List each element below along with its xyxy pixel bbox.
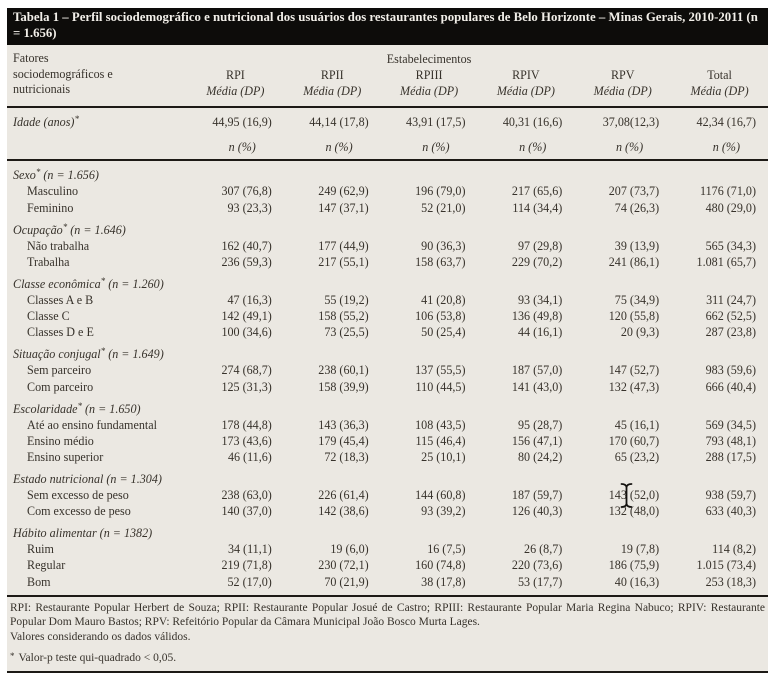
section-label-text: Estado nutricional <box>13 471 104 486</box>
value-cell: 44,95 (16,9) <box>212 115 272 130</box>
significance-asterisk: * <box>74 114 79 125</box>
value-cell: 236 (59,3) <box>221 254 272 269</box>
section-label-text: Classe econômica <box>13 276 101 291</box>
value-cell: 97 (29,8) <box>517 238 563 253</box>
value-cell: 569 (34,5) <box>705 417 756 432</box>
value-cell: 114 (8,2) <box>712 542 756 557</box>
value-cell: 90 (36,3) <box>421 238 466 253</box>
value-cell: 55 (19,2) <box>324 293 369 308</box>
value-cell: 186 (75,9) <box>608 558 660 573</box>
footnote-valid-values: Valores considerando os dados válidos. <box>10 630 191 643</box>
value-cell: 156 (47,1) <box>511 433 563 448</box>
value-cell: 147 (52,7) <box>608 363 660 378</box>
row-label: Feminino <box>27 200 74 215</box>
value-cell: 160 (74,8) <box>415 558 466 573</box>
subheader-media-dp: Média (DP) <box>671 83 768 107</box>
value-cell: 115 (46,4) <box>415 433 466 448</box>
value-cell: 173 (43,6) <box>221 433 272 448</box>
table-row <box>7 433 768 449</box>
table-row <box>7 238 768 254</box>
column-header-rpi: RPI <box>226 68 245 83</box>
column-header-total: Total <box>707 68 732 83</box>
value-cell: 158 (63,7) <box>415 254 466 269</box>
row-label-text: Idade (anos) <box>13 115 75 130</box>
value-cell: 95 (28,7) <box>517 417 563 432</box>
value-cell: 43,91 (17,5) <box>406 115 466 130</box>
significance-asterisk: * <box>100 275 106 286</box>
section-label <box>7 519 768 541</box>
footnote-chi-square-text: Valor-p teste qui-quadrado < 0,05. <box>18 652 177 665</box>
value-cell: 75 (34,9) <box>614 293 660 308</box>
section-header-row <box>7 216 768 238</box>
value-cell: 666 (40,4) <box>705 379 756 394</box>
value-cell: 40 (16,3) <box>614 574 660 589</box>
value-cell: 158 (39,9) <box>318 379 369 394</box>
value-cell: 26 (8,7) <box>524 542 563 557</box>
value-cell: 136 (49,8) <box>511 309 563 324</box>
column-header-rpii: RPII <box>320 68 344 83</box>
column-header-rpiii: RPIII <box>415 68 443 83</box>
n-percent-header: n (%) <box>381 130 478 160</box>
table-row <box>7 574 768 595</box>
value-cell: 229 (70,2) <box>511 254 563 269</box>
value-cell: 108 (43,5) <box>415 417 466 432</box>
value-cell: 140 (37,0) <box>221 504 272 519</box>
value-cell: 217 (55,1) <box>318 254 369 269</box>
table-row <box>7 200 768 216</box>
subheader-media-dp: Média (DP) <box>381 83 478 107</box>
section-label-text: Ocupação <box>13 222 63 237</box>
value-cell: 40,31 (16,6) <box>502 115 563 130</box>
table-row <box>7 541 768 557</box>
value-cell: 249 (62,9) <box>318 184 369 199</box>
column-group-spacer <box>671 45 768 67</box>
value-cell: 274 (68,7) <box>221 363 272 378</box>
significance-asterisk: * <box>77 400 82 411</box>
value-cell: 662 (52,5) <box>705 309 756 324</box>
value-cell: 44 (16,1) <box>517 325 563 340</box>
footnotes <box>7 595 768 673</box>
section-label <box>7 216 768 238</box>
row-idade <box>7 107 768 130</box>
column-header-rpiv: RPIV <box>512 68 540 83</box>
section-header-row <box>7 160 768 183</box>
section-n-count: (n = 1.650) <box>82 401 141 416</box>
row-label <box>7 107 187 130</box>
section-n-count: (n = 1.646) <box>67 222 126 237</box>
value-cell: 158 (55,2) <box>318 309 369 324</box>
section-n-count: (n = 1.304) <box>103 471 162 486</box>
section-label-text: Sexo <box>13 168 36 183</box>
factors-line: Fatores <box>13 51 49 66</box>
row-label: Classe C <box>27 309 70 324</box>
value-cell: 52 (17,0) <box>227 574 272 589</box>
n-percent-header: n (%) <box>284 130 381 160</box>
value-cell: 39 (13,9) <box>614 238 660 253</box>
row-label: Masculino <box>27 184 79 199</box>
table-title: Tabela 1 – Perfil sociodemográfico e nutricional dos usuários dos restaurantes populares de Belo Horizonte – Minas Gerais, 2010-2011 (n = 1.656) <box>7 8 768 45</box>
value-cell: 220 (73,6) <box>511 558 563 573</box>
table-row <box>7 417 768 433</box>
table-row <box>7 254 768 270</box>
value-cell: 170 (60,7) <box>608 433 660 448</box>
value-cell: 287 (23,8) <box>705 325 756 340</box>
value-cell: 50 (25,4) <box>421 325 466 340</box>
row-label: Sem excesso de peso <box>27 488 129 503</box>
row-label: Regular <box>27 558 66 573</box>
value-cell: 196 (79,0) <box>415 184 466 199</box>
value-cell: 311 (24,7) <box>706 293 756 308</box>
value-cell: 143 (36,3) <box>318 417 369 432</box>
value-cell: 73 (25,5) <box>324 325 369 340</box>
section-label <box>7 160 768 183</box>
n-percent-header: n (%) <box>671 130 768 160</box>
section-n-count: (n = 1.649) <box>105 347 164 362</box>
value-cell: 70 (21,9) <box>324 574 369 589</box>
value-cell: 142 (49,1) <box>221 309 272 324</box>
value-cell: 120 (55,8) <box>608 309 660 324</box>
value-cell: 19 (7,8) <box>620 542 660 557</box>
table-row <box>7 503 768 519</box>
footnote-abbreviations: RPI: Restaurante Popular Herbert de Souza; RPII: Restaurante Popular Josué de Castro; RPIII: Restaurante Popular Maria Regina Nabuco; RPIV: Restaurante Popular Dom Mauro Bastos; RPV: Refeitório Popular da Câmara Municipal João Bosco Murta Lages. <box>10 601 765 629</box>
value-cell: 1176 (71,0) <box>700 184 756 199</box>
value-cell: 72 (18,3) <box>324 449 369 464</box>
value-cell: 45 (16,1) <box>614 417 660 432</box>
value-cell: 1.081 (65,7) <box>696 254 756 269</box>
value-cell: 106 (53,8) <box>415 309 466 324</box>
asterisk-marker: * <box>10 651 15 662</box>
section-n-count: (n = 1.260) <box>105 276 164 291</box>
table-header <box>7 45 768 107</box>
column-header-rpv: RPV <box>610 68 635 83</box>
subheader-media-dp: Média (DP) <box>284 83 381 107</box>
value-cell: 114 (34,4) <box>512 200 563 215</box>
section-label <box>7 340 768 362</box>
value-cell: 93 (23,3) <box>227 200 272 215</box>
n-percent-header: n (%) <box>574 130 671 160</box>
value-cell: 230 (72,1) <box>318 558 369 573</box>
row-label: Até ao ensino fundamental <box>27 417 157 432</box>
value-cell: 65 (23,2) <box>614 449 660 464</box>
value-cell: 132 (47,3) <box>608 379 660 394</box>
table-body <box>7 107 768 594</box>
table-row <box>7 379 768 395</box>
section-n-count: (n = 1382) <box>96 526 153 541</box>
value-cell: 144 (60,8) <box>415 488 466 503</box>
section-header-row <box>7 340 768 362</box>
row-label: Ensino superior <box>27 449 104 464</box>
value-cell: 126 (40,3) <box>511 504 563 519</box>
value-cell: 177 (44,9) <box>318 238 369 253</box>
row-label <box>7 130 187 160</box>
section-label <box>7 395 768 417</box>
value-cell: 793 (48,1) <box>705 433 756 448</box>
table-row <box>7 324 768 340</box>
table-row <box>7 308 768 324</box>
value-cell: 162 (40,7) <box>221 238 272 253</box>
value-cell: 480 (29,0) <box>705 200 756 215</box>
row-label: Sem parceiro <box>27 363 92 378</box>
table-row <box>7 362 768 378</box>
value-cell: 187 (57,0) <box>511 363 563 378</box>
value-cell: 207 (73,7) <box>608 184 660 199</box>
value-cell: 983 (59,6) <box>705 363 756 378</box>
footnote-chi-square <box>10 649 765 666</box>
n-percent-header: n (%) <box>187 130 284 160</box>
table-row <box>7 487 768 503</box>
value-cell: 44,14 (17,8) <box>309 115 369 130</box>
value-cell: 178 (44,8) <box>221 417 272 432</box>
table-figure <box>7 8 768 673</box>
value-cell: 238 (60,1) <box>318 363 369 378</box>
table-row <box>7 183 768 199</box>
significance-asterisk: * <box>100 346 106 357</box>
row-label: Com excesso de peso <box>27 504 131 519</box>
value-cell: 16 (7,5) <box>427 542 466 557</box>
value-cell: 238 (63,0) <box>221 488 272 503</box>
value-cell: 93 (39,2) <box>421 504 466 519</box>
table-row <box>7 449 768 465</box>
section-label-text: Escolaridade <box>13 401 78 416</box>
value-cell: 41 (20,8) <box>421 293 466 308</box>
data-table <box>7 45 768 594</box>
value-cell: 53 (17,7) <box>517 574 563 589</box>
value-cell: 52 (21,0) <box>421 200 466 215</box>
value-cell: 143 (52,0) <box>574 487 671 503</box>
column-header-factors <box>7 45 187 107</box>
value-cell: 288 (17,5) <box>705 449 756 464</box>
value-cell: 46 (11,6) <box>227 449 272 464</box>
value-cell: 19 (6,0) <box>330 542 369 557</box>
subheader-media-dp: Média (DP) <box>477 83 574 107</box>
value-cell: 219 (71,8) <box>221 558 272 573</box>
section-header-row <box>7 465 768 487</box>
value-cell: 187 (59,7) <box>511 488 563 503</box>
significance-asterisk: * <box>62 221 68 232</box>
value-cell: 47 (16,3) <box>227 293 272 308</box>
value-cell: 125 (31,3) <box>221 379 272 394</box>
value-cell: 307 (76,8) <box>221 184 272 199</box>
value-cell: 38 (17,8) <box>421 574 466 589</box>
value-cell: 137 (55,5) <box>415 363 466 378</box>
row-n-percent <box>7 130 768 160</box>
value-cell: 179 (45,4) <box>318 433 369 448</box>
row-label: Não trabalha <box>27 238 90 253</box>
text-cursor-icon <box>620 482 633 509</box>
row-label: Com parceiro <box>27 379 94 394</box>
value-cell: 565 (34,3) <box>705 238 756 253</box>
n-percent-header: n (%) <box>477 130 574 160</box>
section-header-row <box>7 519 768 541</box>
row-label: Classes A e B <box>27 293 94 308</box>
table-area <box>7 45 768 673</box>
value-cell: 1.015 (73,4) <box>696 558 756 573</box>
subheader-media-dp: Média (DP) <box>187 83 284 107</box>
column-group-estabelecimentos: Estabelecimentos <box>386 52 472 67</box>
value-cell: 132 (48,0) <box>608 504 660 519</box>
section-n-count: (n = 1.656) <box>40 168 99 183</box>
section-label <box>7 465 768 487</box>
subheader-media-dp: Média (DP) <box>574 83 671 107</box>
value-cell: 147 (37,1) <box>318 200 369 215</box>
row-label: Ensino médio <box>27 433 94 448</box>
section-header-row <box>7 270 768 292</box>
table-row <box>7 292 768 308</box>
table-row <box>7 557 768 573</box>
value-cell: 217 (65,6) <box>511 184 563 199</box>
value-cell: 34 (11,1) <box>227 542 272 557</box>
row-label: Trabalha <box>27 254 70 269</box>
value-cell: 938 (59,7) <box>705 488 756 503</box>
value-cell: 37,08(12,3) <box>602 115 660 130</box>
section-header-row <box>7 395 768 417</box>
section-label-text: Situação conjugal <box>13 347 101 362</box>
value-cell: 42,34 (16,7) <box>696 115 756 130</box>
value-cell: 74 (26,3) <box>614 200 660 215</box>
section-label-text: Hábito alimentar <box>13 526 97 541</box>
value-cell: 25 (10,1) <box>421 449 466 464</box>
row-label: Classes D e E <box>27 325 94 340</box>
value-cell: 226 (61,4) <box>318 488 369 503</box>
value-cell: 110 (44,5) <box>415 379 466 394</box>
row-label: Ruim <box>27 542 54 557</box>
value-cell: 633 (40,3) <box>705 504 756 519</box>
value-cell: 93 (34,1) <box>517 293 563 308</box>
value-cell: 142 (38,6) <box>318 504 369 519</box>
section-label <box>7 270 768 292</box>
value-cell: 80 (24,2) <box>517 449 563 464</box>
value-cell: 253 (18,3) <box>705 574 756 589</box>
factors-line: sociodemográficos e <box>13 66 113 81</box>
factors-line: nutricionais <box>13 82 71 97</box>
value-cell: 20 (9,3) <box>620 325 660 340</box>
value-cell: 100 (34,6) <box>221 325 272 340</box>
row-label: Bom <box>27 574 51 589</box>
significance-asterisk: * <box>35 167 41 178</box>
value-cell: 241 (86,1) <box>608 254 660 269</box>
value-cell: 141 (43,0) <box>511 379 563 394</box>
